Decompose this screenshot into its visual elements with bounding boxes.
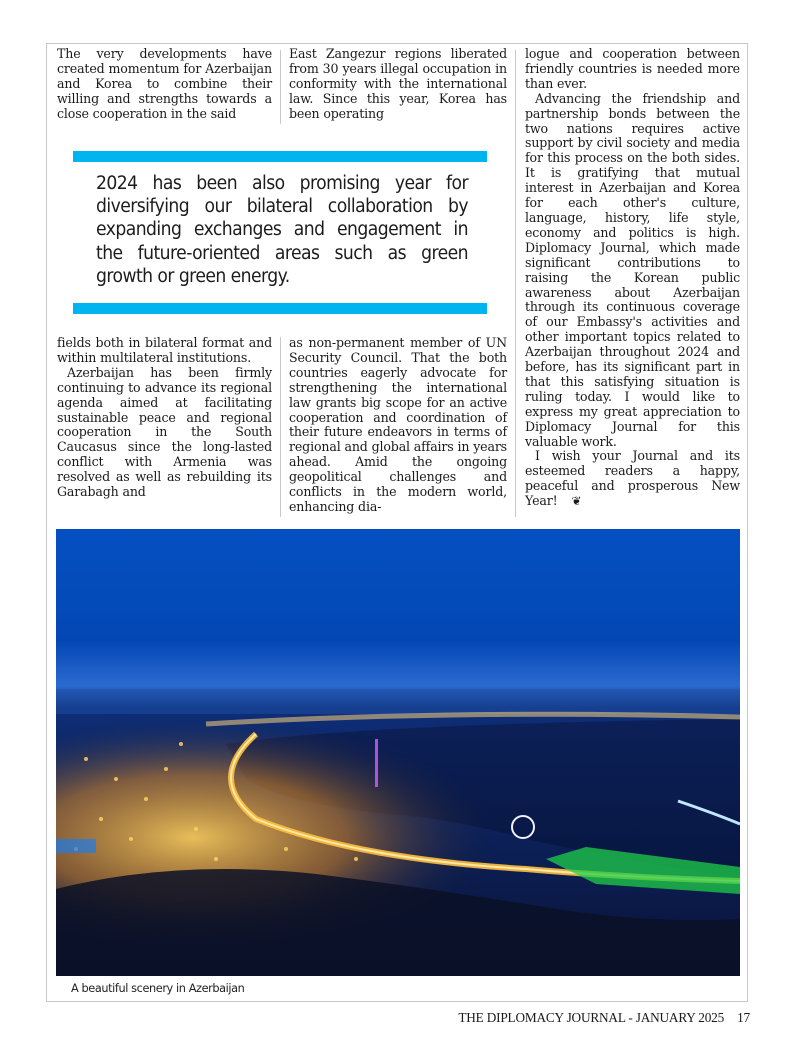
pull-quote-bottom-bar <box>73 303 487 314</box>
paragraph: The very developments have created momentum for Azerbaijan and Korea to combine their willing and strengths towards a close cooperation in the said <box>57 46 272 121</box>
column-divider <box>280 50 281 124</box>
pull-quote: 2024 has been also promising year for diversifying our bilateral collaboration by expanding exchanges and engagement in the future-oriented areas such as green growth or green energy. <box>96 173 468 287</box>
column-3 <box>525 47 740 509</box>
paragraph: East Zangezur regions liberated from 30 years illegal occupation in conformity with the international law. Since this year, Korea has been operating <box>289 46 507 121</box>
pull-quote-top-bar <box>73 151 487 162</box>
city-night-photo <box>56 529 740 976</box>
end-ornament-icon: ❦ <box>571 494 582 509</box>
column-divider <box>515 50 516 517</box>
page-footer <box>458 1010 750 1026</box>
column-1-top <box>57 47 272 122</box>
photo-caption: A beautiful scenery in Azerbaijan <box>71 982 245 995</box>
column-divider <box>280 337 281 517</box>
column-2-bottom <box>289 336 507 515</box>
paragraph: Advancing the friendship and partnership bonds between the two nations requires active support by civil society and media for this process on the both sides. It is gratifying that mutual interest in Azerbaijan and Korea for each other's culture, language, history, life style, economy and politics is high. Diplomacy Journal, which made significant contributions to raising the Korean public awareness about Azerbaijan through its continuous coverage of our Embassy's activities and other important topics related to Azerbaijan throughout 2024 and before, has its significant part in that this satisfying situation is ruling today. I would like to express my great appreciation to Diplomacy Journal for this valuable work. <box>525 90 740 449</box>
page-number: 17 <box>737 1010 750 1025</box>
paragraph: logue and cooperation between friendly countries is needed more than ever. <box>525 46 740 91</box>
publication-name: THE DIPLOMACY JOURNAL - JANUARY 2025 <box>458 1010 725 1025</box>
column-1-bottom <box>57 336 272 500</box>
paragraph-closing <box>525 449 740 509</box>
closing-text: I wish your Journal and its esteemed readers a happy, peaceful and prosperous New Year! <box>525 448 740 509</box>
paragraph: fields both in bilateral format and within multilateral institutions. <box>57 335 272 365</box>
paragraph: as non-permanent member of UN Security Council. That the both countries eagerly advocate for strengthening the international law grants big scope for an active cooperation and coordination of their future endeavors in terms of regional and global affairs in years ahead. Amid the ongoing geopolitical challenges and conflicts in the modern world, enhancing dia- <box>289 335 507 514</box>
paragraph: Azerbaijan has been firmly continuing to advance its regional agenda aimed at facilitating sustainable peace and regional cooperation in the South Caucasus since the long-lasted conflict with Armenia was resolved as well as rebuilding its Garabagh and <box>57 364 272 500</box>
column-2-top <box>289 47 507 122</box>
